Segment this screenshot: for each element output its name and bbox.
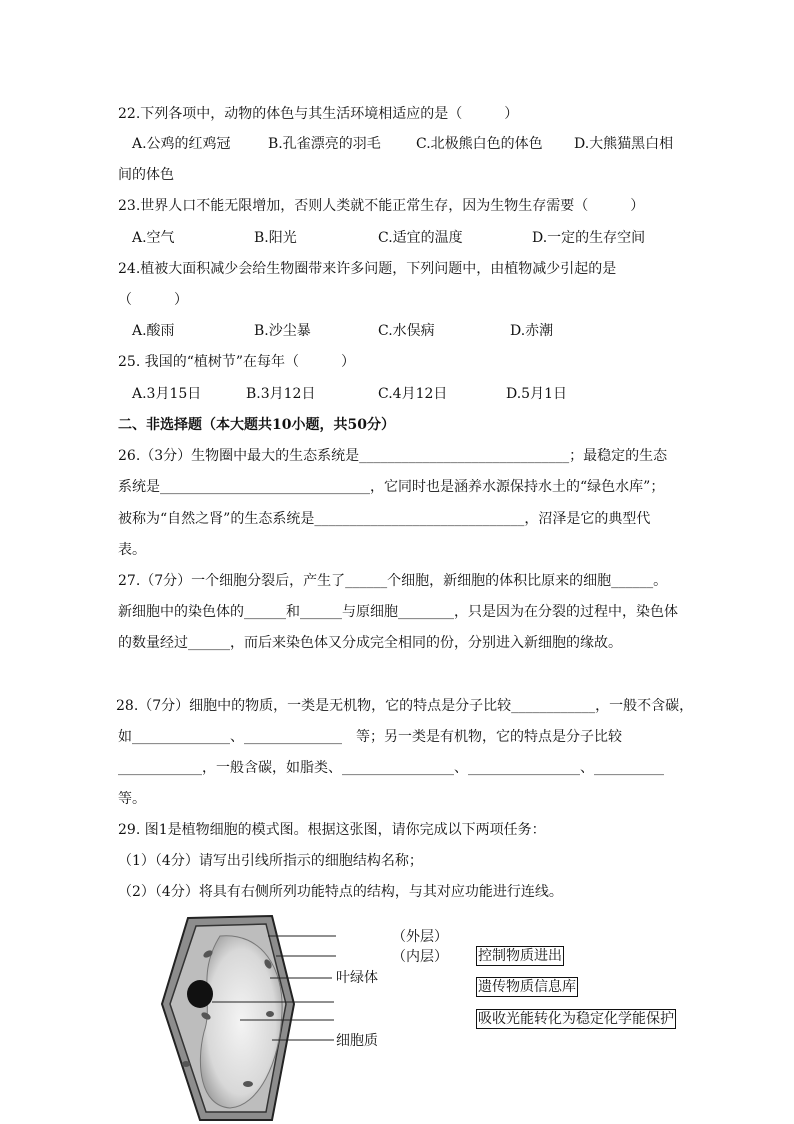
q28-line-3: ____________，一般含碳，如脂类、________________、________________、__________ xyxy=(118,760,664,776)
q23-option-b: B.阳光 xyxy=(254,230,297,246)
function-box-light-energy[interactable]: 吸收光能转化为稳定化学能保护 xyxy=(478,1011,674,1027)
q25-option-a: A.3月15日 xyxy=(132,386,202,402)
q22-option-c: C.北极熊白色的体色 xyxy=(416,136,543,152)
q29-task-2: （2）（4分）将具有右侧所列功能特点的结构，与其对应功能进行连线。 xyxy=(118,884,563,900)
q26-line-4: 表。 xyxy=(118,542,146,558)
chloroplast xyxy=(266,1011,274,1017)
q27-line-1: 27.（7分）一个细胞分裂后，产生了______个细胞，新细胞的体积比原来的细胞______。 xyxy=(118,573,668,589)
q24-answer-paren: （ ） xyxy=(118,292,188,308)
label-chloroplast: 叶绿体 xyxy=(336,970,378,986)
q26-line-2: 系统是______________________________，它同时也是涵养水源保持水土的“绿色水库”； xyxy=(118,479,665,495)
q24-option-d: D.赤潮 xyxy=(510,323,554,339)
q25-option-c: C.4月12日 xyxy=(378,386,448,402)
function-box-control-transport[interactable]: 控制物质进出 xyxy=(478,948,562,964)
q28-line-2: 如______________、______________ 等；另一类是有机物，它的特点是分子比较 xyxy=(118,729,622,745)
q25-option-d: D.5月1日 xyxy=(506,386,567,402)
q24-stem: 24.植被大面积减少会给生物圈带来许多问题，下列问题中，由植物减少引起的是 xyxy=(118,261,617,277)
q22-option-d: D.大熊猫黑白相 xyxy=(574,136,674,152)
section-2-heading: 二、非选择题（本大题共10小题，共50分） xyxy=(118,417,395,433)
q24-option-b: B.沙尘暴 xyxy=(254,323,311,339)
label-cytoplasm: 细胞质 xyxy=(336,1033,378,1049)
chloroplast xyxy=(243,1081,253,1087)
q23-option-d: D.一定的生存空间 xyxy=(532,230,646,246)
q23-option-c: C.适宜的温度 xyxy=(378,230,463,246)
q28-line-1: 28.（7分）细胞中的物质，一类是无机物，它的特点是分子比较____________，一般不含碳， xyxy=(116,698,694,714)
q22-option-a: A.公鸡的红鸡冠 xyxy=(132,136,231,152)
function-box-genetic-library[interactable]: 遗传物质信息库 xyxy=(478,979,576,995)
q23-stem: 23.世界人口不能无限增加，否则人类就不能正常生存，因为生物生存需要（ ） xyxy=(118,198,645,214)
q24-option-a: A.酸雨 xyxy=(132,323,175,339)
q27-line-3: 的数量经过______，而后来染色体又分成完全相同的份，分别进入新细胞的缘故。 xyxy=(118,635,622,651)
label-inner-layer: （内层） xyxy=(392,949,448,965)
q22-option-b: B.孔雀漂亮的羽毛 xyxy=(268,136,381,152)
q26-line-1: 26.（3分）生物圈中最大的生态系统是______________________________；最稳定的生态 xyxy=(118,448,668,464)
q22-option-d-continued: 间的体色 xyxy=(118,167,174,183)
q23-option-a: A.空气 xyxy=(132,230,175,246)
q29-task-1: （1）（4分）请写出引线所指示的细胞结构名称； xyxy=(118,853,423,869)
q25-stem: 25. 我国的“植树节”在每年（ ） xyxy=(118,354,356,370)
nucleus xyxy=(187,980,213,1008)
q28-line-4: 等。 xyxy=(118,791,146,807)
label-outer-layer: （外层） xyxy=(392,929,448,945)
q29-line-1: 29. 图1是植物细胞的模式图。根据这张图，请你完成以下两项任务： xyxy=(118,822,546,838)
q27-line-2: 新细胞中的染色体的______和______与原细胞________，只是因为在分裂的过程中，染色体 xyxy=(118,604,678,620)
chloroplast xyxy=(182,1061,190,1067)
q26-line-3: 被称为“自然之肾”的生态系统是______________________________，沼泽是它的典型代 xyxy=(118,511,651,527)
q25-option-b: B.3月12日 xyxy=(246,386,316,402)
q22-stem: 22.下列各项中，动物的体色与其生活环境相适应的是（ ） xyxy=(118,106,519,122)
q24-option-c: C.水俣病 xyxy=(378,323,435,339)
